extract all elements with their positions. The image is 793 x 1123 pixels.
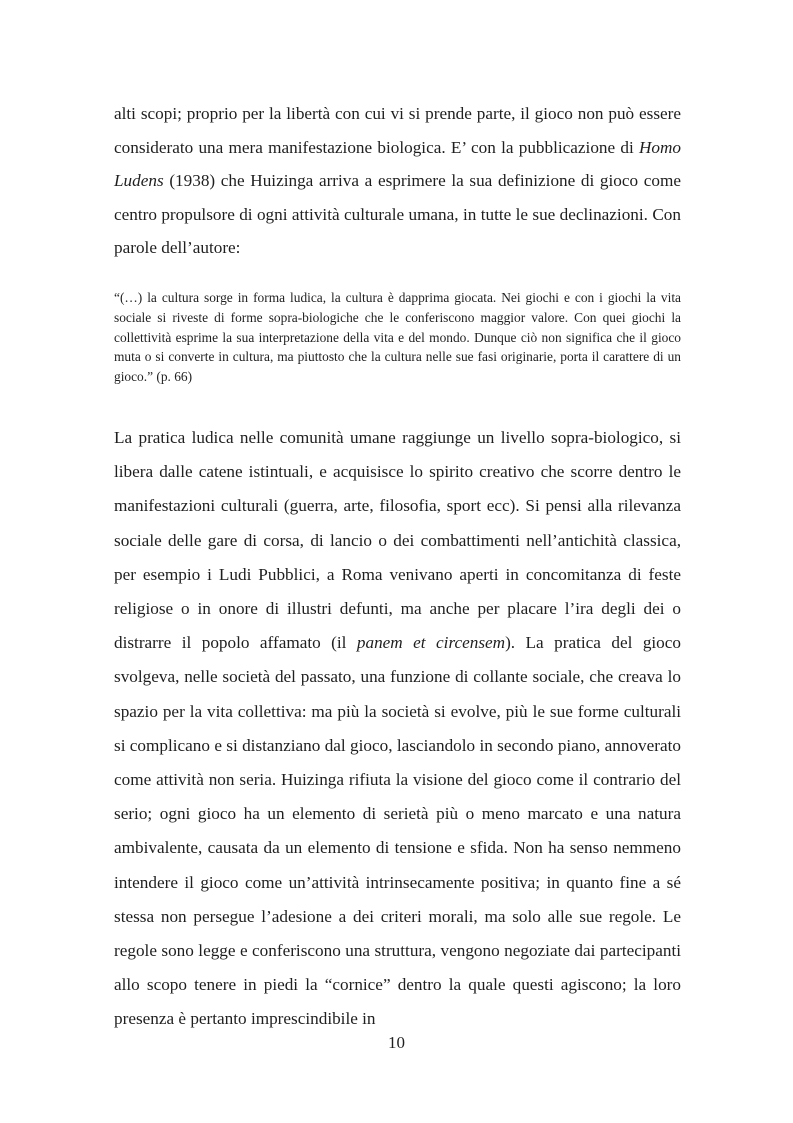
- body-paragraph-1: [114, 97, 681, 265]
- paragraph-1-text-a: alti scopi; proprio per la libertà con cui vi si prende parte, il gioco non può essere considerato una mera manifestazione biologica. E’ con la pubblicazione di: [114, 104, 681, 157]
- body-paragraph-2: [114, 421, 681, 1037]
- paragraph-2-text-a: La pratica ludica nelle comunità umane raggiunge un livello sopra-biologico, si libera dalle catene istintuali, e acquisisce lo spirito creativo che scorre dentro le manifestazioni culturali (guerra, arte, filosofia, sport ecc). Si pensi alla rilevanza sociale delle gare di corsa, di lancio o dei combattimenti nell’antichità classica, per esempio i Ludi Pubblici, a Roma venivano aperti in concomitanza di feste religiose o in onore di illustri defunti, ma anche per placare l’ira degli dei o distrarre il popolo affamato (il: [114, 428, 681, 653]
- paragraph-2-text-b: ). La pratica del gioco svolgeva, nelle società del passato, una funzione di collante sociale, che creava lo spazio per la vita collettiva: ma più la società si evolve, più le sue forme culturali si complicano e si distanziano dal gioco, lasciandolo in secondo piano, annoverato come attività non seria. Huizinga rifiuta la visione del gioco come il contrario del serio; ogni gioco ha un elemento di serietà più o meno marcato e una natura ambivalente, causata da un elemento di tensione e sfida. Non ha senso nemmeno intendere il gioco come un’attività intrinsecamente positiva; in quanto fine a sé stessa non persegue l’adesione a dei criteri morali, ma solo alle sue regole. Le regole sono legge e conferiscono una struttura, vengono negoziate dai partecipanti allo scopo tenere in piedi la “cornice” dentro la quale questi agiscono; la loro presenza è pertanto imprescindibile in: [114, 633, 681, 1029]
- page-number: 10: [388, 1033, 405, 1052]
- paragraph-1-text-b: (1938) che Huizinga arriva a esprimere la sua definizione di gioco come centro propulsore di ogni attività culturale umana, in tutte le sue declinazioni. Con parole dell’autore:: [114, 171, 681, 258]
- block-quote: “(…) la cultura sorge in forma ludica, la cultura è dapprima giocata. Nei giochi e con i giochi la vita sociale si riveste di forme sopra-biologiche che le conferiscono maggior valore. Con quei giochi la collettività esprime la sua interpretazione della vita e del mondo. Dunque ciò non significa che il gioco muta o si converte in cultura, ma piuttosto che la cultura nelle sue fasi originarie, porta il carattere di un gioco.” (p. 66): [114, 290, 681, 385]
- phrase-panem-et-circensem: panem et circensem: [356, 633, 506, 653]
- book-title-homo-ludens: Homo Ludens: [114, 137, 681, 191]
